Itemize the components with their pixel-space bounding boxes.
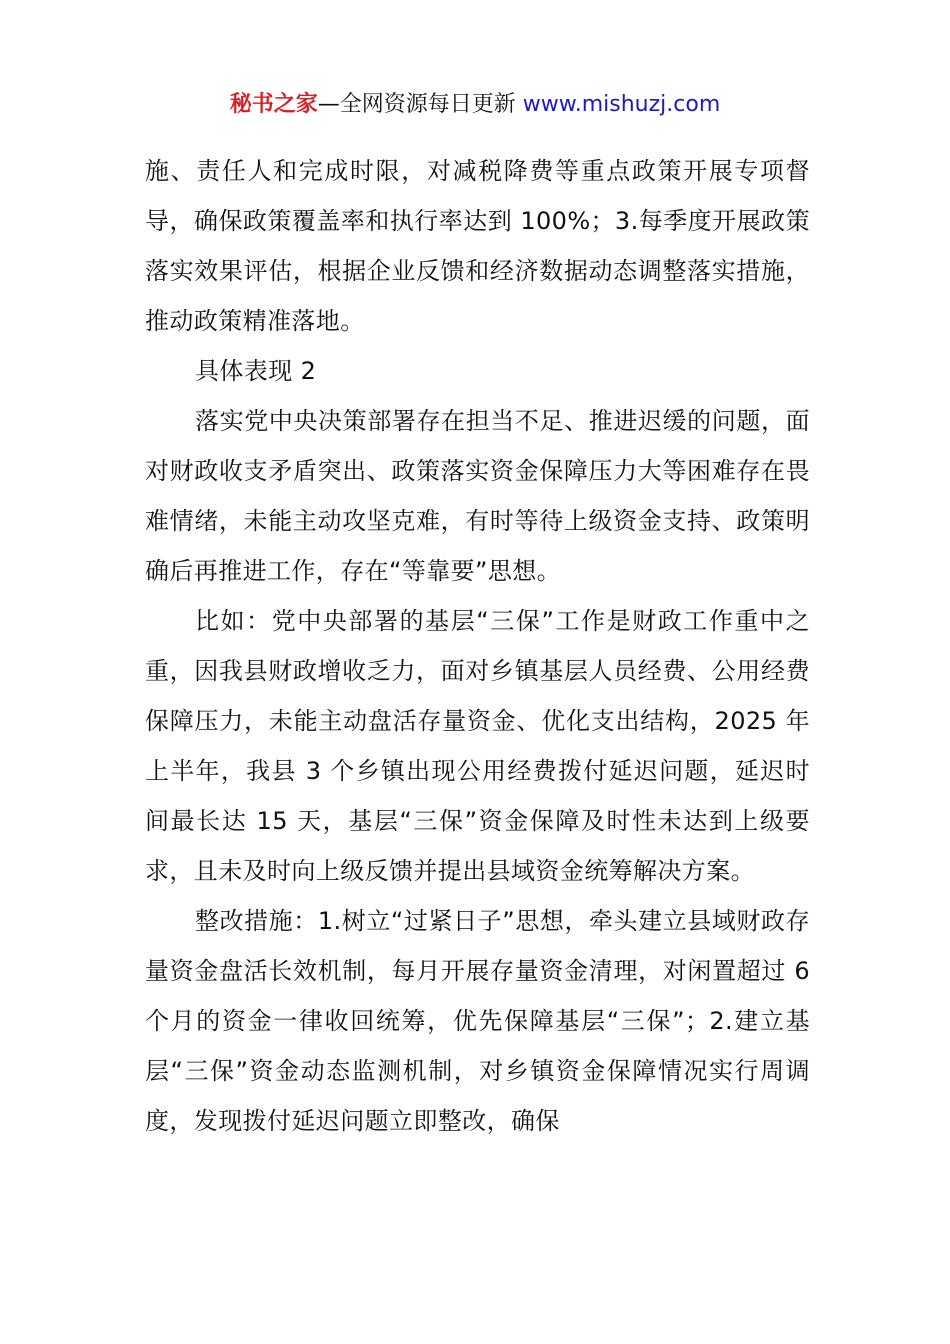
paragraph-continuation: 施、责任人和完成时限，对减税降费等重点政策开展专项督导，确保政策覆盖率和执行率达到 100%；3.每季度开展政策落实效果评估，根据企业反馈和经济数据动态调整落实措施，推动政策精准落地。 [145,157,810,335]
site-tagline: —全网资源每日更新 [317,92,523,117]
site-url-link[interactable]: www.mishuzj.com [522,92,721,117]
site-header [0,89,950,121]
paragraph-measures: 整改措施：1.树立“过紧日子”思想，牵头建立县域财政存量资金盘活长效机制，每月开展存量资金清理，对闲置超过 6 个月的资金一律收回统筹，优先保障基层“三保”；2.建立基层“三保”资金动态监测机制，对乡镇资金保障情况实行周调度，发现拨付延迟问题立即整改，确保 [145,907,810,1135]
paragraph-example: 比如：党中央部署的基层“三保”工作是财政工作重中之重，因我县财政增收乏力，面对乡镇基层人员经费、公用经费保障压力，未能主动盘活存量资金、优化支出结构，2025 年上半年，我县 3 个乡镇出现公用经费拨付延迟问题，延迟时间最长达 15 天，基层“三保”资金保障及时性未达到上级要求，且未及时向上级反馈并提出县域资金统筹解决方案。 [145,607,810,885]
document-body [145,146,810,1146]
paragraph-problem: 落实党中央决策部署存在担当不足、推进迟缓的问题，面对财政收支矛盾突出、政策落实资金保障压力大等困难存在畏难情绪，未能主动攻坚克难，有时等待上级资金支持、政策明确后再推进工作，存在“等靠要”思想。 [145,407,810,585]
site-brand: 秘书之家 [229,92,318,117]
section-heading: 具体表现 2 [195,357,317,385]
